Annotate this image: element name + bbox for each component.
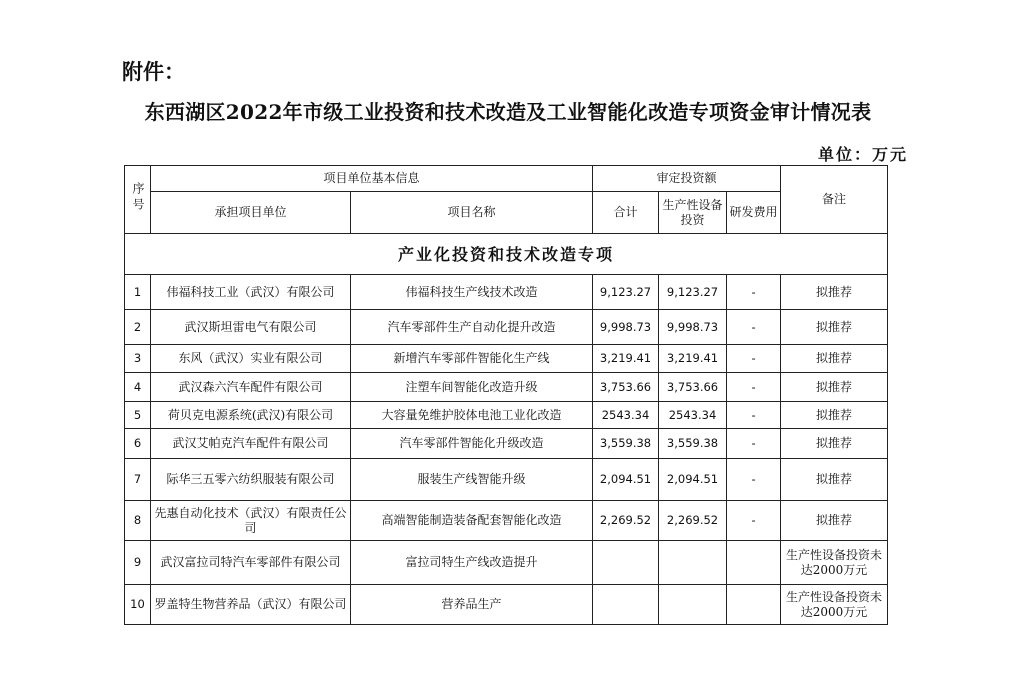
audit-table bbox=[124, 165, 888, 625]
section-row bbox=[125, 234, 888, 275]
cell-total: 3,559.38 bbox=[593, 429, 659, 459]
cell-project: 高端智能制造装备配套智能化改造 bbox=[351, 501, 593, 541]
header-seq: 序号 bbox=[125, 166, 151, 234]
header-remarks: 备注 bbox=[781, 166, 888, 234]
cell-no: 3 bbox=[125, 345, 151, 373]
cell-project: 大容量免维护胶体电池工业化改造 bbox=[351, 402, 593, 429]
cell-project: 新增汽车零部件智能化生产线 bbox=[351, 345, 593, 373]
table-row bbox=[125, 310, 888, 345]
cell-equipment: 9,123.27 bbox=[659, 275, 727, 310]
cell-equipment: 2,094.51 bbox=[659, 459, 727, 501]
table-row bbox=[125, 585, 888, 625]
cell-company: 先惠自动化技术（武汉）有限责任公司 bbox=[151, 501, 351, 541]
header-company: 承担项目单位 bbox=[151, 192, 351, 234]
attachment-label: 附件： bbox=[122, 59, 185, 84]
cell-total: 2,269.52 bbox=[593, 501, 659, 541]
cell-remark: 拟推荐 bbox=[781, 402, 888, 429]
cell-total: 3,753.66 bbox=[593, 373, 659, 402]
cell-no: 4 bbox=[125, 373, 151, 402]
table-row bbox=[125, 501, 888, 541]
cell-total: 3,219.41 bbox=[593, 345, 659, 373]
cell-company: 武汉斯坦雷电气有限公司 bbox=[151, 310, 351, 345]
header-audited-investment: 审定投资额 bbox=[593, 166, 781, 192]
cell-no: 7 bbox=[125, 459, 151, 501]
table-row bbox=[125, 459, 888, 501]
cell-no: 5 bbox=[125, 402, 151, 429]
cell-equipment bbox=[659, 541, 727, 585]
cell-company: 际华三五零六纺织服装有限公司 bbox=[151, 459, 351, 501]
cell-no: 1 bbox=[125, 275, 151, 310]
header-rnd: 研发费用 bbox=[727, 192, 781, 234]
cell-remark: 拟推荐 bbox=[781, 345, 888, 373]
cell-remark: 拟推荐 bbox=[781, 429, 888, 459]
cell-rnd: - bbox=[727, 310, 781, 345]
cell-equipment: 9,998.73 bbox=[659, 310, 727, 345]
header-basic-info: 项目单位基本信息 bbox=[151, 166, 593, 192]
header-project: 项目名称 bbox=[351, 192, 593, 234]
cell-company: 武汉富拉司特汽车零部件有限公司 bbox=[151, 541, 351, 585]
cell-project: 服装生产线智能升级 bbox=[351, 459, 593, 501]
cell-company: 罗盖特生物营养品（武汉）有限公司 bbox=[151, 585, 351, 625]
unit-label: 单位：万元 bbox=[817, 145, 908, 164]
cell-rnd: - bbox=[727, 501, 781, 541]
header-equipment: 生产性设备投资 bbox=[659, 192, 727, 234]
header-total: 合计 bbox=[593, 192, 659, 234]
cell-rnd: - bbox=[727, 459, 781, 501]
cell-remark: 生产性设备投资未达2000万元 bbox=[781, 585, 888, 625]
cell-no: 10 bbox=[125, 585, 151, 625]
cell-project: 伟福科技生产线技术改造 bbox=[351, 275, 593, 310]
cell-remark: 拟推荐 bbox=[781, 275, 888, 310]
table-row bbox=[125, 541, 888, 585]
table-row bbox=[125, 345, 888, 373]
document-title: 东西湖区2022年市级工业投资和技术改造及工业智能化改造专项资金审计情况表 bbox=[144, 100, 872, 124]
cell-equipment: 2,269.52 bbox=[659, 501, 727, 541]
cell-company: 武汉艾帕克汽车配件有限公司 bbox=[151, 429, 351, 459]
cell-remark: 生产性设备投资未达2000万元 bbox=[781, 541, 888, 585]
cell-project: 富拉司特生产线改造提升 bbox=[351, 541, 593, 585]
section-title: 产业化投资和技术改造专项 bbox=[125, 234, 888, 275]
cell-remark: 拟推荐 bbox=[781, 501, 888, 541]
cell-company: 荷贝克电源系统(武汉)有限公司 bbox=[151, 402, 351, 429]
cell-total: 9,998.73 bbox=[593, 310, 659, 345]
cell-project: 营养品生产 bbox=[351, 585, 593, 625]
header-row-2 bbox=[125, 192, 888, 234]
cell-company: 武汉森六汽车配件有限公司 bbox=[151, 373, 351, 402]
cell-total: 9,123.27 bbox=[593, 275, 659, 310]
cell-equipment: 3,753.66 bbox=[659, 373, 727, 402]
cell-rnd: - bbox=[727, 345, 781, 373]
cell-equipment: 3,219.41 bbox=[659, 345, 727, 373]
cell-rnd: - bbox=[727, 373, 781, 402]
cell-rnd: - bbox=[727, 402, 781, 429]
table-row bbox=[125, 373, 888, 402]
cell-company: 东风（武汉）实业有限公司 bbox=[151, 345, 351, 373]
cell-no: 9 bbox=[125, 541, 151, 585]
cell-equipment: 3,559.38 bbox=[659, 429, 727, 459]
cell-no: 8 bbox=[125, 501, 151, 541]
cell-remark: 拟推荐 bbox=[781, 373, 888, 402]
header-row-1 bbox=[125, 166, 888, 192]
cell-project: 汽车零部件智能化升级改造 bbox=[351, 429, 593, 459]
cell-total: 2,094.51 bbox=[593, 459, 659, 501]
cell-rnd bbox=[727, 541, 781, 585]
cell-company: 伟福科技工业（武汉）有限公司 bbox=[151, 275, 351, 310]
cell-total bbox=[593, 585, 659, 625]
cell-rnd: - bbox=[727, 429, 781, 459]
cell-project: 汽车零部件生产自动化提升改造 bbox=[351, 310, 593, 345]
cell-total: 2543.34 bbox=[593, 402, 659, 429]
table-row bbox=[125, 275, 888, 310]
cell-remark: 拟推荐 bbox=[781, 459, 888, 501]
cell-equipment: 2543.34 bbox=[659, 402, 727, 429]
cell-equipment bbox=[659, 585, 727, 625]
cell-no: 6 bbox=[125, 429, 151, 459]
cell-project: 注塑车间智能化改造升级 bbox=[351, 373, 593, 402]
cell-remark: 拟推荐 bbox=[781, 310, 888, 345]
cell-rnd bbox=[727, 585, 781, 625]
table-row bbox=[125, 429, 888, 459]
table-row bbox=[125, 402, 888, 429]
cell-no: 2 bbox=[125, 310, 151, 345]
cell-rnd: - bbox=[727, 275, 781, 310]
cell-total bbox=[593, 541, 659, 585]
